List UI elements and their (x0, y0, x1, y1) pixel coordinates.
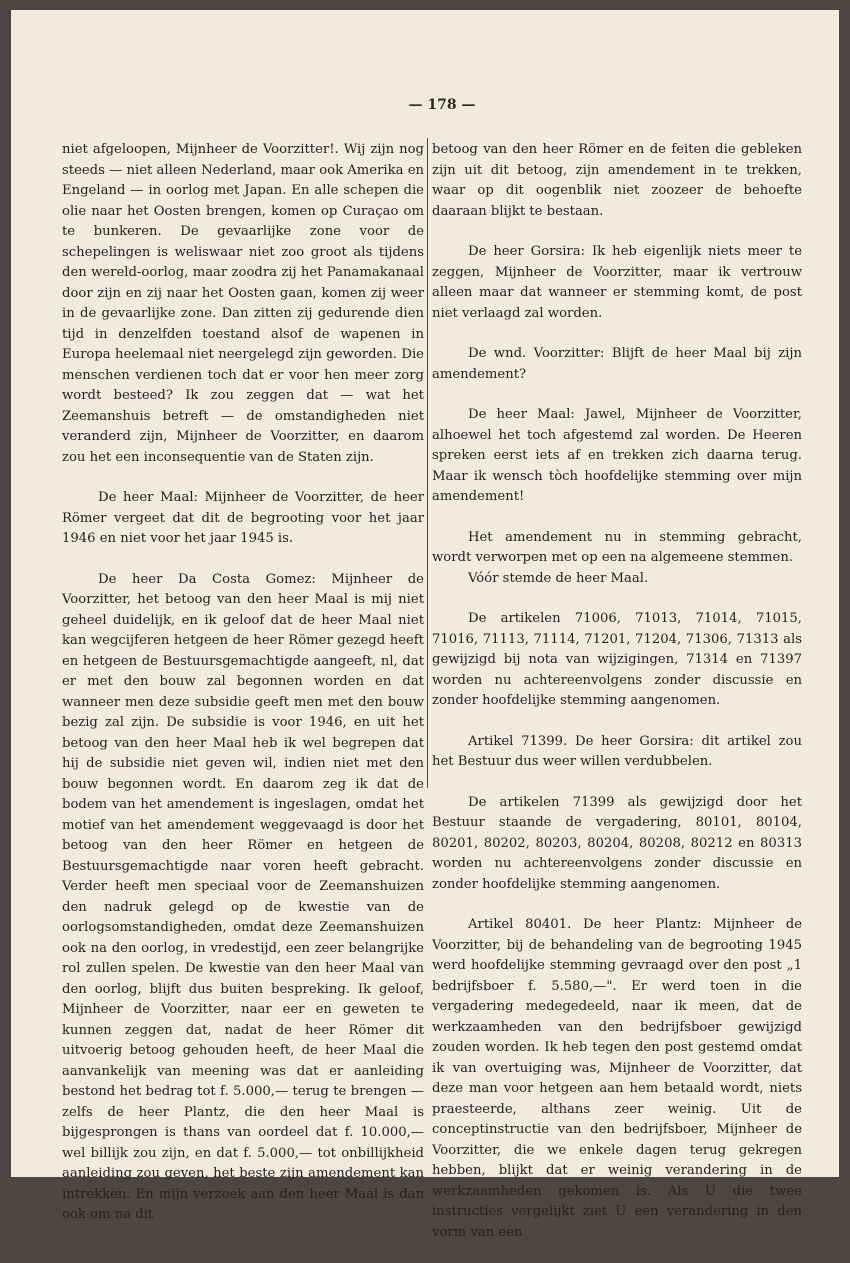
paragraph: De artikelen 71006, 71013, 71014, 71015, 71016, 71113, 71114, 71201, 71204, 71306, 71313 als gewijzigd bij nota van wijzigingen, 71314 en 71397 worden nu achtereenvolgens zonder discussie en zonder hoofdelijke stemming aangenomen. (432, 611, 802, 708)
left-column (62, 140, 424, 1246)
right-column (432, 140, 802, 1263)
paragraph: Artikel 80401. De heer Plantz: Mijnheer de Voorzitter, bij de behandeling van de begrooting 1945 werd hoofdelijke stemming gevraagd over den post „1 bedrijfsboer f. 5.580,—". Er werd toen in die vergadering medegedeeld, naar ik meen, dat de werkzaamheden van den bedrijfsboer gewijzigd zouden worden. Ik heb tegen den post gestemd omdat ik van overtuiging was, Mijnheer de Voorzitter, dat deze man voor hetgeen aan hem betaald wordt, niets praesteerde, althans zeer weinig. Uit de conceptinstructie van den bedrijfsboer, Mijnheer de Voorzitter, die we enkele dagen terug gekregen hebben, blijkt dat er weinig verandering in de werkzaamheden gekomen is. Als U die twee instructies vergelijkt ziet U een verandering in den vorm van een (432, 917, 802, 1240)
paragraph: niet afgeloopen, Mijnheer de Voorzitter!. Wij zijn nog steeds — niet alleen Nederland, maar ook Amerika en Engeland — in oorlog met Japan. En alle schepen die olie naar het Oosten brengen, komen op Curaçao om te bunkeren. De gevaarlijke zone voor de schepelingen is weliswaar niet zoo groot als tijdens den wereld-oorlog, maar zoodra zij het Panamakanaal door zijn en zij naar het Oosten gaan, komen zij weer in de gevaarlijke zone. Dan zitten zij gedurende dien tijd in denzelfden toestand alsof de wapenen in Europa heelemaal niet neergelegd zijn geworden. Die menschen verdienen toch dat er voor hen meer zorg wordt besteed? Ik zou zeggen dat — wat het Zeemanshuis betreft — de omstandigheden niet veranderd zijn, Mijnheer de Voorzitter, en daarom zou het een inconsequentie van de Staten zijn. (62, 142, 424, 465)
paragraph: Vóór stemde de heer Maal. (468, 570, 649, 586)
paragraph: De artikelen 71399 als gewijzigd door het Bestuur staande de vergadering, 80101, 80104, 80201, 80202, 80203, 80204, 80208, 80212 en 80313 worden nu achtereenvolgens zonder discussie en zonder hoofdelijke stemming aangenomen. (432, 794, 802, 892)
paragraph: betoog van den heer Römer en de feiten die gebleken zijn uit dit betoog, zijn amendement in te trekken, waar op dit oogenblik niet zoozeer de behoefte daaraan blijkt te bestaan. (432, 142, 802, 219)
paragraph: Het amendement nu in stemming gebracht, wordt verworpen met op een na algemeene stemmen. (432, 529, 802, 565)
column-divider (427, 138, 428, 788)
document-page (11, 10, 839, 1240)
paragraph: De heer Maal: Mijnheer de Voorzitter, de heer Römer vergeet dat dit de begrooting voor het jaar 1946 en niet voor het jaar 1945 is. (62, 490, 424, 546)
paragraph: De heer Gorsira: Ik heb eigenlijk niets meer te zeggen, Mijnheer de Voorzitter, maar ik vertrouw alleen maar dat wanneer er stemming komt, de post niet verlaagd zal worden. (432, 244, 802, 321)
page-number: — 178 — (408, 97, 476, 113)
paragraph: Artikel 71399. De heer Gorsira: dit artikel zou het Bestuur dus weer willen verdubbelen. (432, 733, 802, 769)
paragraph: De heer Maal: Jawel, Mijnheer de Voorzitter, alhoewel het toch afgestemd zal worden. De Heeren spreken eerst iets af en trekken zich daarna terug. Maar ik wensch tòch hoofdelijke stemming over mijn amendement! (432, 407, 802, 504)
paragraph: De heer Da Costa Gomez: Mijnheer de Voorzitter, het betoog van den heer Maal is mij niet geheel duidelijk, en ik geloof dat de heer Maal niet kan wegcijferen hetgeen de heer Römer gezegd heeft en hetgeen de Bestuursgemachtigde aangeeft, nl, dat er met den bouw zal begonnen worden en dat wanneer men deze subsidie geeft men met den bouw bezig zal zijn. De subsidie is voor 1946, en uit het betoog van den heer Maal heb ik wel begrepen dat hij de subsidie niet geven wil, indien niet met den bouw begonnen wordt. En daarom zeg ik dat de bodem van het amendement is ingeslagen, omdat het motief van het amendement weggevaagd is door het betoog van den heer Römer en hetgeen de Bestuursgemachtigde naar voren heeft gebracht. Verder heeft men speciaal voor de Zeemanshuizen den nadruk gelegd op de kwestie van de oorlogsomstandigheden, omdat deze Zeemanshuizen ook na den oorlog, in vredestijd, een zeer belangrijke rol zullen spelen. De kwestie van den heer Maal van den oorlog, blijft dus buiten bespreking. Ik geloof, Mijnheer de Voorzitter, naar eer en geweten te kunnen zeggen dat, nadat de heer Römer dit uitvoerig betoog gehouden heeft, de heer Maal die aanvankelijk van meening was dat er aanleiding bestond het bedrag tot f. 5.000,— terug te brengen — zelfs de heer Plantz, die den heer Maal is bijgesprongen is thans van oordeel dat f. 10.000,— wel billijk zou zijn, en dat f. 5.000,— tot onbillijkheid aanleiding zou geven, het beste zijn amendement kan intrekken. En mijn verzoek aan den heer Maal is dan ook om na dit (62, 571, 424, 1222)
paragraph: De wnd. Voorzitter: Blijft de heer Maal bij zijn amendement? (432, 346, 802, 382)
